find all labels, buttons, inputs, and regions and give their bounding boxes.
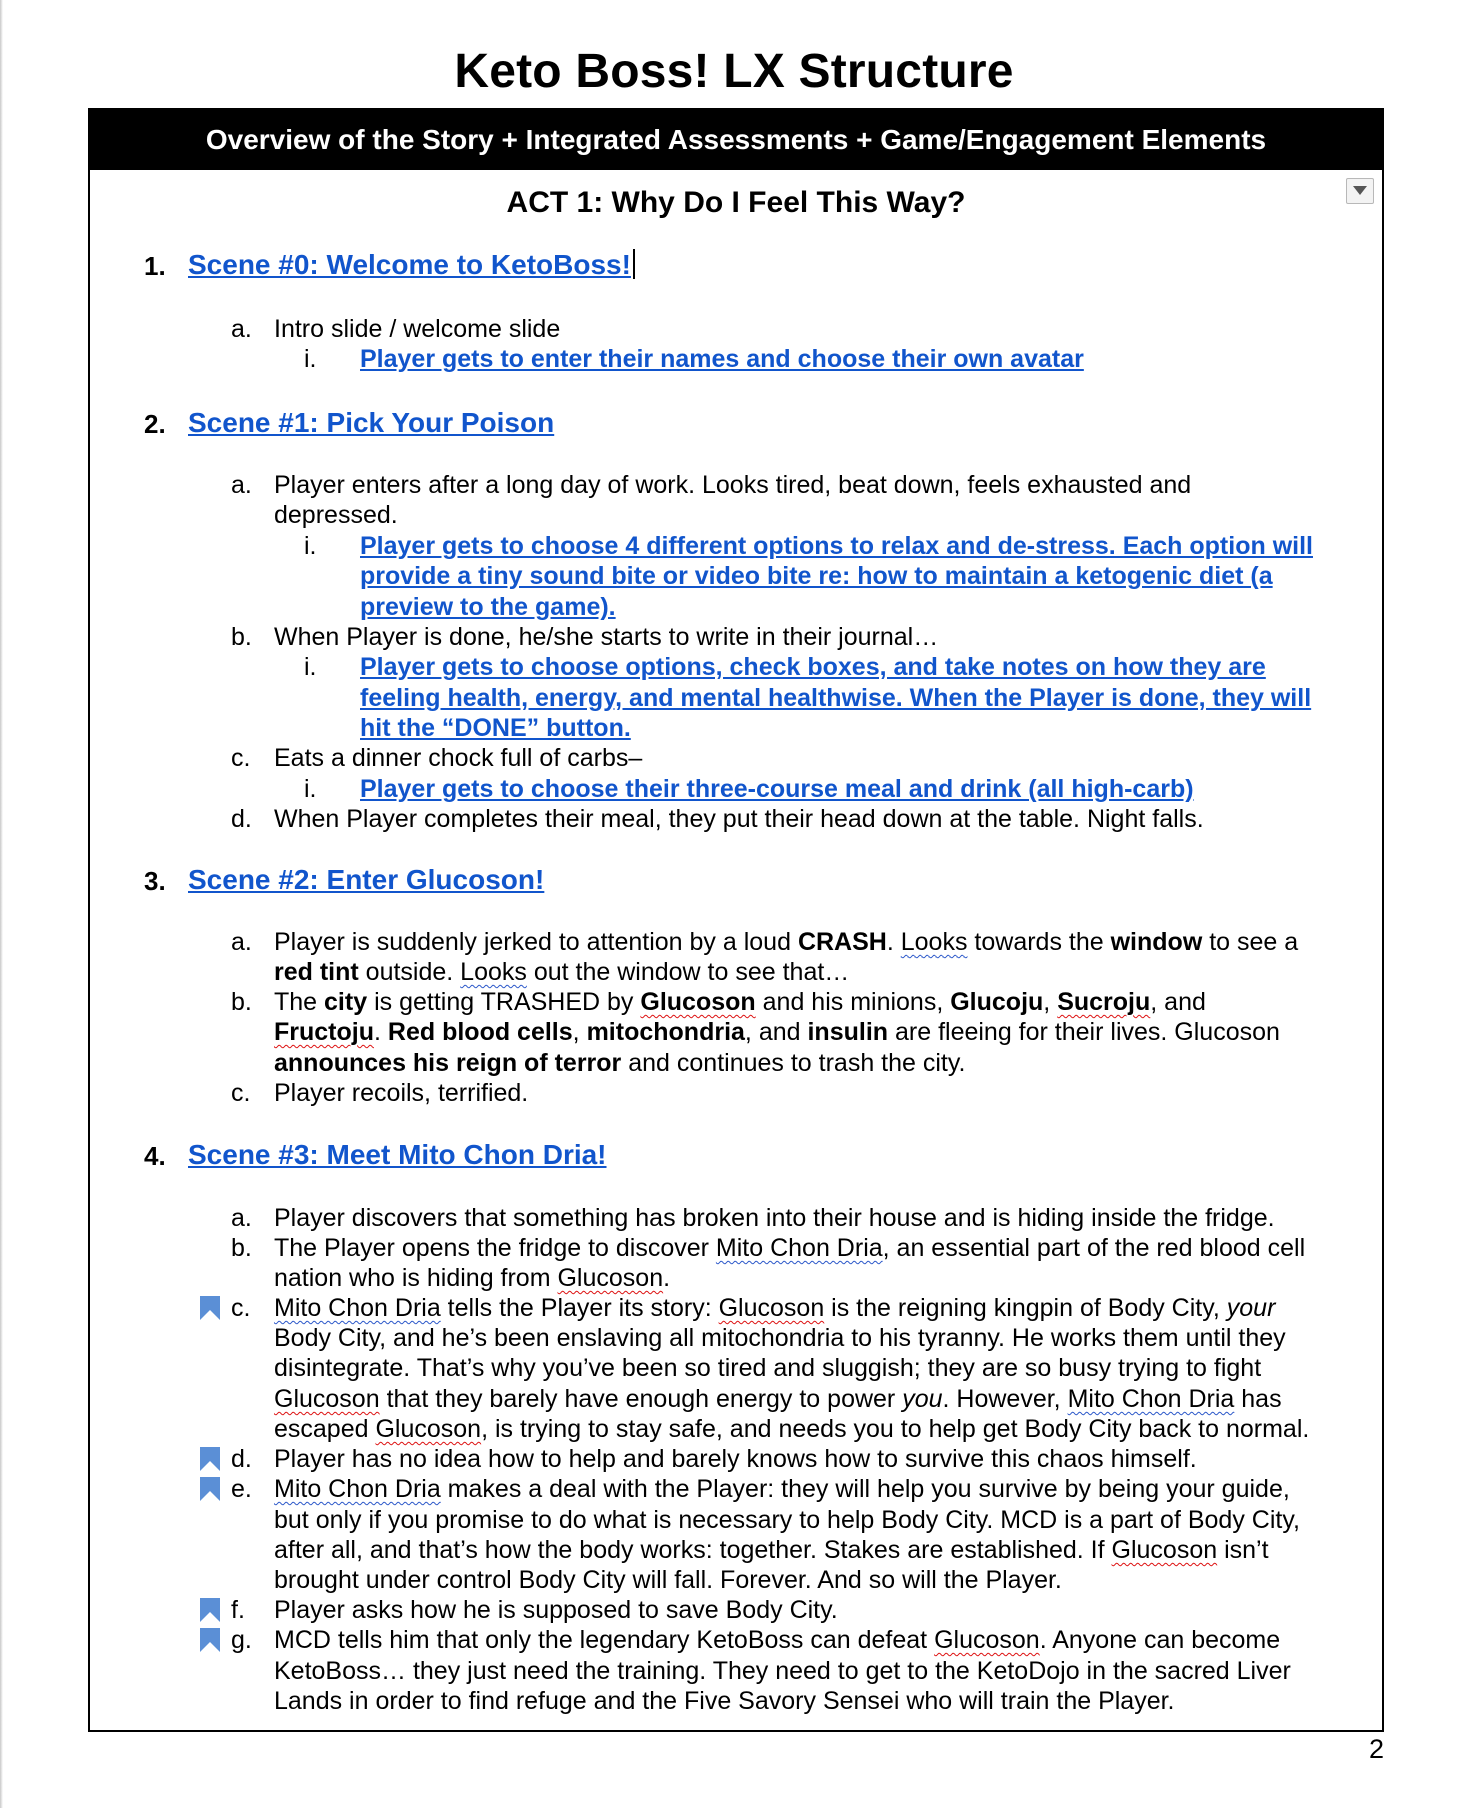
item-marker: d. [231,805,252,833]
interaction-link[interactable]: Player gets to choose options, check boxes, and take notes on how they are [360,653,1266,681]
scene-number: 2. [144,409,166,439]
item-text: Player asks how he is supposed to save Body City. [274,1596,838,1624]
item-text: When Player completes their meal, they put their head down at the table. Night falls. [274,805,1204,833]
act-title: ACT 1: Why Do I Feel This Way? [506,186,966,219]
table-header: Overview of the Story + Integrated Assessments + Game/Engagement Elements [90,110,1382,170]
item-marker: i. [304,775,317,803]
item-marker: e. [231,1475,252,1503]
item-text: Player enters after a long day of work. Looks tired, beat down, feels exhausted and [274,471,1192,499]
item-text: brought under control Body City will fall. Forever. And so will the Player. [274,1566,1062,1594]
item-text: after all, and that’s how the body works: together. Stakes are established. If Glucoson isn’t [274,1536,1269,1564]
item-text: Fructoju. Red blood cells, mitochondria, and insulin are fleeing for their lives. Glucoson [274,1018,1280,1046]
item-text: Eats a dinner chock full of carbs– [274,744,643,772]
item-text: Glucoson that they barely have enough energy to power you. However, Mito Chon Dria has [274,1385,1282,1413]
item-marker: c. [231,744,251,772]
scene-number: 1. [144,251,166,281]
scene-number: 3. [144,866,166,896]
interaction-link[interactable]: provide a tiny sound bite or video bite re: how to maintain a ketogenic diet (a [360,562,1273,590]
item-text: announces his reign of terror and continues to trash the city. [274,1049,966,1077]
item-text: red tint outside. Looks out the window to see that… [274,958,850,986]
item-marker: b. [231,623,252,651]
bookmark-icon[interactable] [200,1447,220,1471]
interaction-link[interactable]: hit the “DONE” button. [360,714,631,742]
scene-number: 4. [144,1141,166,1171]
item-text: Mito Chon Dria tells the Player its story: Glucoson is the reigning kingpin of Body City, your [274,1294,1276,1322]
item-text: Lands in order to find refuge and the Five Savory Sensei who will train the Player. [274,1687,1175,1715]
interaction-link[interactable]: preview to the game). [360,593,616,621]
item-text: The Player opens the fridge to discover Mito Chon Dria, an essential part of the red blood cell [274,1234,1306,1262]
item-text: Player has no idea how to help and barely knows how to survive this chaos himself. [274,1445,1197,1473]
bookmark-icon[interactable] [200,1628,220,1652]
item-marker: i. [304,345,317,373]
item-marker: a. [231,315,252,343]
item-marker: i. [304,532,317,560]
item-text: depressed. [274,501,398,529]
text-cursor [633,249,635,279]
item-marker: a. [231,471,252,499]
item-marker: b. [231,988,252,1016]
item-text: Player discovers that something has broken into their house and is hiding inside the fridge. [274,1204,1275,1232]
item-text: Intro slide / welcome slide [274,315,561,343]
page-number: 2 [1368,1734,1384,1764]
item-text: nation who is hiding from Glucoson. [274,1264,671,1292]
interaction-link[interactable]: feeling health, energy, and mental healthwise. When the Player is done, they will [360,684,1312,712]
item-marker: c. [231,1294,251,1322]
interaction-link[interactable]: Player gets to enter their names and choose their own avatar [360,345,1084,373]
scene-link-2[interactable] [188,864,544,896]
item-text: escaped Glucoson, is trying to stay safe, and needs you to help get Body City back to normal. [274,1415,1310,1443]
item-marker: g. [231,1626,252,1654]
scene-link-3[interactable] [188,1139,607,1171]
item-text: When Player is done, he/she starts to write in their journal… [274,623,939,651]
item-marker: i. [304,653,317,681]
item-text: Mito Chon Dria makes a deal with the Player: they will help you survive by being your guide, [274,1475,1290,1503]
bookmark-icon[interactable] [200,1296,220,1320]
item-marker: c. [231,1079,251,1107]
item-text: Player is suddenly jerked to attention by a loud CRASH. Looks towards the window to see a [274,928,1299,956]
item-text: but only if you promise to do what is necessary to help Body City. MCD is a part of Body City, [274,1506,1300,1534]
item-marker: b. [231,1234,252,1262]
item-text: KetoBoss… they just need the training. They need to get to the KetoDojo in the sacred Liver [274,1657,1291,1685]
item-marker: f. [231,1596,245,1624]
scene-title: Scene #3: Meet Mito Chon Dria! [188,1139,607,1170]
item-marker: a. [231,928,252,956]
interaction-link[interactable]: Player gets to choose their three-course meal and drink (all high-carb) [360,775,1194,803]
scene-link-1[interactable]: Scene #1: Pick Your Poison [188,407,555,438]
item-text: Body City, and he’s been enslaving all mitochondria to his tyranny. He works them until they [274,1324,1286,1352]
scene-title: Scene #2: Enter Glucoson! [188,864,545,895]
item-text: Player recoils, terrified. [274,1079,529,1107]
item-text: The city is getting TRASHED by Glucoson and his minions, Glucoju, Sucroju, and [274,988,1206,1016]
document-title: Keto Boss! LX Structure [454,45,1014,98]
item-text: disintegrate. That’s why you’ve been so tired and sluggish; they are so busy trying to fight [274,1354,1262,1382]
item-marker: a. [231,1204,252,1232]
item-marker: d. [231,1445,252,1473]
scene-link-0[interactable]: Scene #0: Welcome to KetoBoss! [188,249,635,281]
bookmark-icon[interactable] [200,1598,220,1622]
bookmark-icon[interactable] [200,1477,220,1501]
item-text: MCD tells him that only the legendary KetoBoss can defeat Glucoson. Anyone can become [274,1626,1281,1654]
interaction-link[interactable]: Player gets to choose 4 different options to relax and de-stress. Each option will [360,532,1313,560]
